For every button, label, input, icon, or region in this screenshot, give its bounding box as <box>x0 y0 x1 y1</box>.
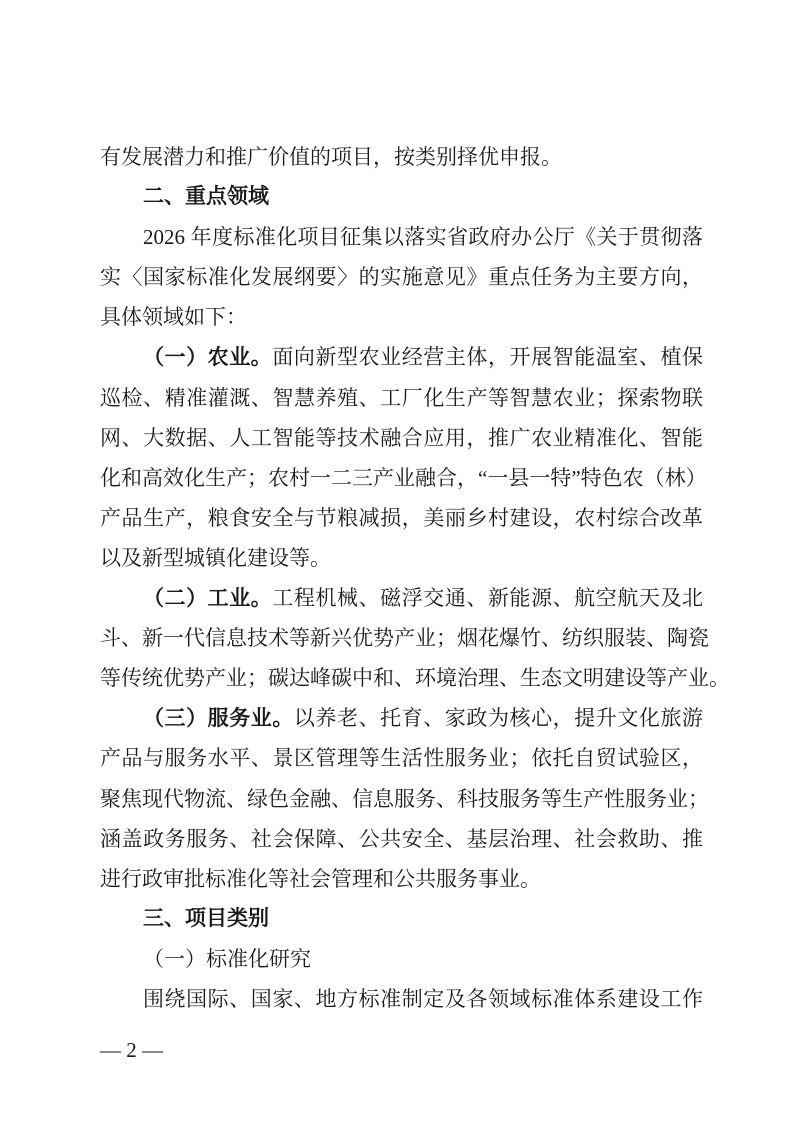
paragraph-line: 斗、新一代信息技术等新兴优势产业；烟花爆竹、纺织服装、陶瓷 <box>100 626 709 651</box>
paragraph-line <box>100 698 703 738</box>
paragraph-line <box>100 578 703 618</box>
paragraph-line: 化和高效化生产；农村一二三产业融合，“一县一特”特色农（林） <box>100 465 707 490</box>
page-number: — 2 — <box>100 1038 163 1062</box>
paragraph-line: 巡检、精准灌溉、智慧养殖、工厂化生产等智慧农业；探索物联 <box>100 385 703 410</box>
paragraph-line: 产品与服务水平、景区管理等生活性服务业；依托自贸试验区， <box>100 746 703 771</box>
paragraph-text: 工程机械、磁浮交通、新能源、航空航天及北 <box>272 586 704 611</box>
paragraph-line: 等传统优势产业；碳达峰碳中和、环境治理、生态文明建设等产业。 <box>100 666 730 691</box>
section-heading: 三、项目类别 <box>143 906 269 930</box>
item-lead: （二）工业。 <box>143 586 273 611</box>
paragraph-line: 围绕国际、国家、地方标准制定及各领域标准体系建设工作 <box>143 986 703 1011</box>
document-body <box>100 137 730 1019</box>
paragraph-text: 以养老、托育、家政为核心，提升文化旅游 <box>293 706 704 731</box>
section-heading: 二、重点领域 <box>143 185 269 209</box>
paragraph-line: 以及新型城镇化建设等。 <box>100 545 331 570</box>
paragraph-line: 具体领域如下： <box>100 305 247 330</box>
paragraph-line: 涵盖政务服务、社会保障、公共安全、基层治理、社会救助、推 <box>100 826 703 851</box>
paragraph-line: 产品生产，粮食安全与节粮减损，美丽乡村建设，农村综合改革 <box>100 505 703 530</box>
paragraph-line: 实〈国家标准化发展纲要〉的实施意见》重点任务为主要方向， <box>100 265 703 290</box>
paragraph-line: 网、大数据、人工智能等技术融合应用，推广农业精准化、智能 <box>100 425 703 450</box>
subsection-heading: （一）标准化研究 <box>143 946 311 971</box>
item-lead: （三）服务业。 <box>143 706 294 731</box>
paragraph-line <box>100 337 703 377</box>
paragraph-line: 聚焦现代物流、绿色金融、信息服务、科技服务等生产性服务业； <box>100 786 709 811</box>
paragraph-line: 有发展潜力和推广价值的项目，按类别择优申报。 <box>100 145 562 169</box>
paragraph-line: 2026 年度标准化项目征集以落实省政府办公厅《关于贯彻落 <box>143 225 703 250</box>
item-lead: （一）农业。 <box>143 345 273 370</box>
paragraph-line: 进行政审批标准化等社会管理和公共服务事业。 <box>100 866 541 891</box>
paragraph-text: 面向新型农业经营主体，开展智能温室、植保 <box>272 345 704 370</box>
